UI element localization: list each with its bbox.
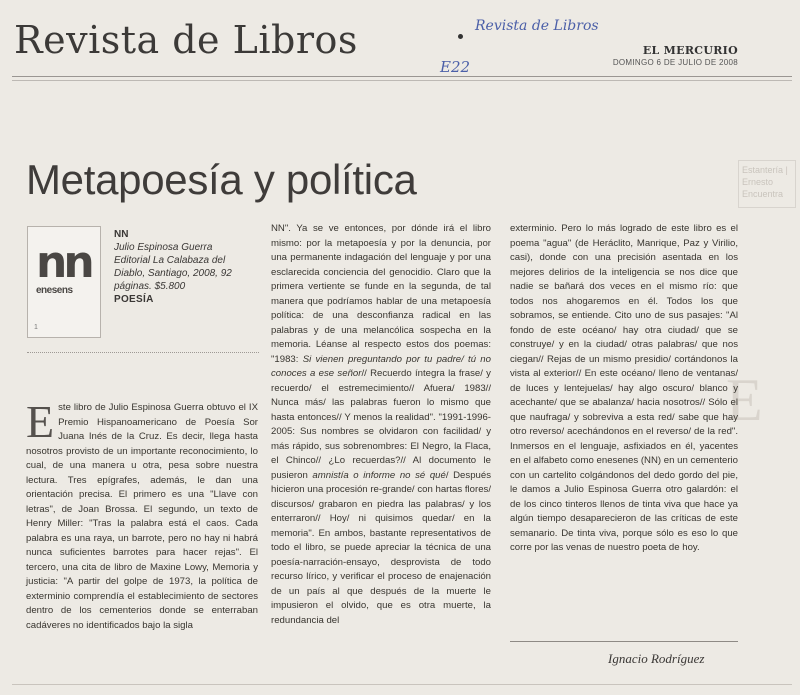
bleed-through-letter: E <box>726 367 763 433</box>
newspaper-name: EL MERCURIO <box>642 44 738 57</box>
column-2-text-a: NN". Ya se ve entonces, por dónde irá el libro mismo: por la metapoesía y por la denuncia, por una permanente indagación del lenguaje y por una esclarecida conciencia del genocidio. Claro que la primera vertiente se funde en la segunda, de tal manera que podríamos hablar de una metapoesía política: de una desconfianza radical en las palabras y de una melancólica sospecha en la memoria. Léanse al respecto estos dos poemas: "1983: <box>271 223 491 365</box>
dotted-divider <box>27 352 259 353</box>
bleed-through-box: Estantería | Ernesto Encuentra <box>738 160 796 208</box>
column-2-text-c: / Después hicieron una procesión re-grande/ con hartas flores/ discursos/ grabaron en piedra las palabras/ y los enterraron// Hoy/ ni quisimos quedar/ en la memoria". En ambos, bastante representativos de todo el libro, se puede apreciar la técnica de una poesía-narración-ensayo, desprovista de todo recurso lírico, y verificar el proceso de enajenación de un país al que después de la muerte le impusieron el olvido, que es otra muerte, la redundancia del <box>271 469 491 626</box>
handwritten-note: Revista de Libros <box>475 18 599 34</box>
book-author: Julio Espinosa Guerra <box>114 242 213 253</box>
bottom-rule <box>12 684 792 685</box>
article-byline: Ignacio Rodríguez <box>608 651 705 666</box>
handwritten-code: E22 <box>440 58 471 76</box>
column-2-text-b: // Recuerdo íntegra la frase/ y recuerdo/ el estremecimiento// Afuera/ 1983// Nunca más/ las palabras fueron lo mismo que hasta entonces// Y menos la realidad". "1991-1996-2005: Sus nombres se olvidaron con facilidad/ y más rápido, sus sobrenombres: El Negro, la Flaca, el Chinco// ¿Lo recuerdas?// Al documento le pusieron <box>271 368 491 481</box>
article-column-2 <box>271 222 491 628</box>
book-genre: POESÍA <box>114 294 154 305</box>
cover-title: nn <box>36 237 91 288</box>
drop-cap: E <box>26 396 55 447</box>
cover-subtitle: enesens <box>36 285 73 296</box>
book-cover-image <box>27 226 101 338</box>
bullet-mark <box>458 34 463 39</box>
newspaper-date: DOMINGO 6 DE JULIO DE 2008 <box>612 58 738 67</box>
byline-rule <box>510 641 738 642</box>
column-2-italic-b: amnistía o informe no sé qué <box>312 469 446 481</box>
section-title: Revista de Libros <box>14 18 358 62</box>
article-headline: Metapoesía y política <box>26 156 417 203</box>
header-rule-secondary <box>12 80 792 81</box>
article-column-3 <box>510 222 738 556</box>
book-title: NN <box>114 229 129 240</box>
header-rule <box>12 76 792 77</box>
book-info <box>114 228 259 306</box>
column-2-italic-a: Si vienen preguntando por tu padre/ tú no conoces a ese señor <box>271 353 491 379</box>
cover-footer: 1 <box>34 324 38 331</box>
book-publisher: Editorial La Calabaza del Diablo, Santiago, 2008, 92 páginas. $5.800 <box>114 255 232 292</box>
column-3-text: exterminio. Pero lo más logrado de este libro es el poema "agua" (de Heráclito, Manrique, Paz y Virilio, casi), donde con una precisión asentada en los mejores delirios de la inteligencia se nos dice que nadie se bañará dos veces en el mismo río: que todos nos ahogaremos en él. Todos los que sobramos, se entiende. Cito uno de sus pasajes: "Al fondo de este océano/ hay otra ciudad/ que se construye/ y en la ciudad/ otras palabras/ que nos ciegan// Rejas de un mismo presidio/ cortándonos la vista al exterior// En este océano/ lleno de ventanas/ de luces y lentejuelas/ hay algo oscuro/ blanco y acechante/ que se abalanza/ hacia nosotros// Sólo el que naufraga/ y sobreviva a esta red/ sabe que hay otro reverso/ acechándonos en el reverso/ de la red". Inmersos en el lenguaje, asfixiados en él, yacentes en el alfabeto como enesenes (NN) en un cementerio con un cartelito colgándonos del dedo gordo del pie, le damos a Julio Espinosa Guerra otro galardón: el de los cinco tinteros llenos de tinta viva que hace ya algún tiempo desaparecieron de las críticas de este semanario. De tinta viva, porque sólo es eso lo que corre por las venas de nuestro poeta de hoy. <box>510 223 738 553</box>
article-column-1 <box>26 396 258 633</box>
column-1-text: ste libro de Julio Espinosa Guerra obtuvo el IX Premio Hispanoamericano de Poesía Sor Juana Inés de la Cruz. Es decir, llega hasta nosotros provisto de un importante reconocimiento, lo cual, de una manera u otra, pesa sobre nuestra lectura. Tres epígrafes, además, le dan una orientación precisa. El primero es una "Llave con letras", de Joan Brossa. El segundo, un texto de Henry Miller: "Tras la palabra está el caos. Cada palabra es una raya, un barrote, pero no hay ni habrá nunca suficientes barrotes para hacer rejas". El tercero, una cita de libro de Maxine Lowy, Memoria y justicia: "A partir del golpe de 1973, la política de exterminio comprendía el establecimiento de sectores dentro de los cementerios donde se enterraban cadáveres no identificados bajo la sigla <box>26 402 258 631</box>
